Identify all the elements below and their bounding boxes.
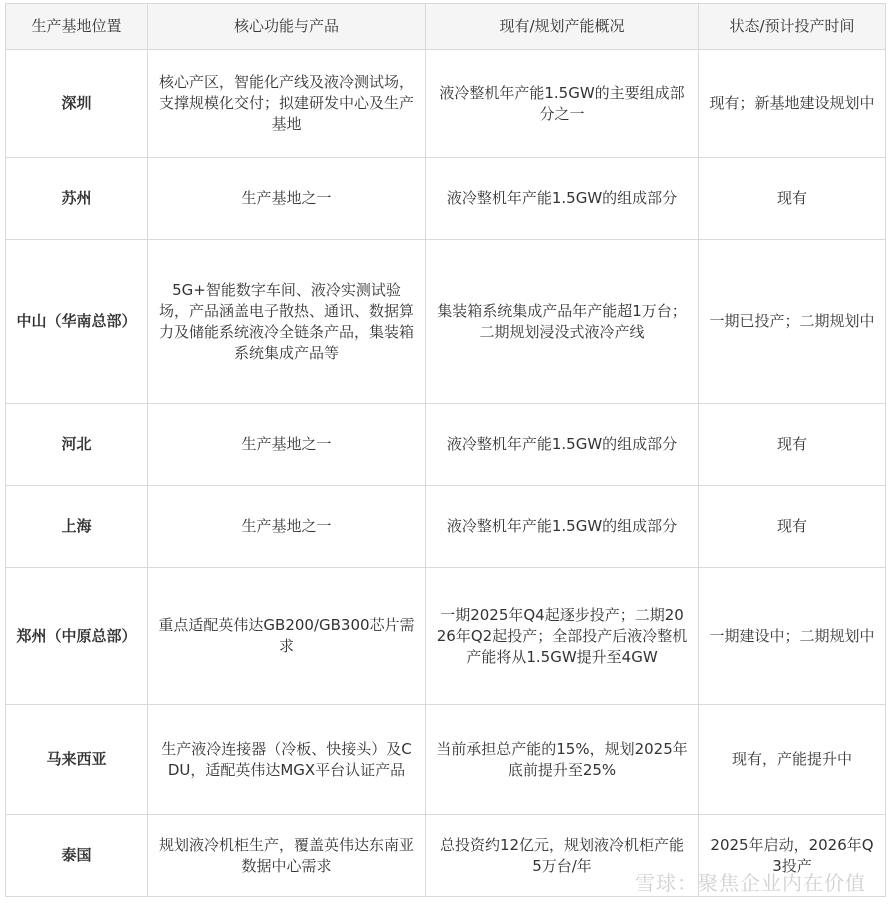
header-capacity: 现有/规划产能概况 <box>426 4 699 50</box>
cell-capacity: 总投资约12亿元，规划液冷机柜产能5万台/年 <box>426 815 699 897</box>
table-header-row <box>6 4 886 50</box>
cell-function: 核心产区，智能化产线及液冷测试场，支撑规模化交付；拟建研发中心及生产基地 <box>148 50 426 158</box>
cell-location: 马来西亚 <box>6 705 148 815</box>
table-row <box>6 486 886 568</box>
table-row <box>6 815 886 897</box>
cell-location: 泰国 <box>6 815 148 897</box>
cell-location: 中山（华南总部） <box>6 240 148 404</box>
capacity-table <box>5 3 886 897</box>
cell-location: 郑州（中原总部） <box>6 568 148 705</box>
cell-status: 一期已投产；二期规划中 <box>699 240 886 404</box>
cell-capacity: 液冷整机年产能1.5GW的组成部分 <box>426 158 699 240</box>
cell-location: 深圳 <box>6 50 148 158</box>
cell-status: 现有 <box>699 158 886 240</box>
cell-status: 一期建设中；二期规划中 <box>699 568 886 705</box>
cell-capacity: 集装箱系统集成产品年产能超1万台；二期规划浸没式液冷产线 <box>426 240 699 404</box>
cell-function: 重点适配英伟达GB200/GB300芯片需求 <box>148 568 426 705</box>
cell-status: 现有；新基地建设规划中 <box>699 50 886 158</box>
cell-function: 生产液冷连接器（冷板、快接头）及CDU，适配英伟达MGX平台认证产品 <box>148 705 426 815</box>
header-location: 生产基地位置 <box>6 4 148 50</box>
cell-function: 生产基地之一 <box>148 158 426 240</box>
table-row <box>6 705 886 815</box>
cell-capacity: 当前承担总产能的15%，规划2025年底前提升至25% <box>426 705 699 815</box>
table-row <box>6 158 886 240</box>
table-row <box>6 50 886 158</box>
cell-capacity: 一期2025年Q4起逐步投产；二期2026年Q2起投产；全部投产后液冷整机产能将从1.5GW提升至4GW <box>426 568 699 705</box>
table-row <box>6 240 886 404</box>
table-row <box>6 404 886 486</box>
header-function: 核心功能与产品 <box>148 4 426 50</box>
cell-status: 2025年启动，2026年Q3投产 <box>699 815 886 897</box>
cell-capacity: 液冷整机年产能1.5GW的主要组成部分之一 <box>426 50 699 158</box>
cell-capacity: 液冷整机年产能1.5GW的组成部分 <box>426 486 699 568</box>
cell-status: 现有 <box>699 404 886 486</box>
cell-function: 生产基地之一 <box>148 404 426 486</box>
cell-status: 现有，产能提升中 <box>699 705 886 815</box>
cell-status: 现有 <box>699 486 886 568</box>
cell-location: 苏州 <box>6 158 148 240</box>
header-status: 状态/预计投产时间 <box>699 4 886 50</box>
cell-location: 河北 <box>6 404 148 486</box>
table-row <box>6 568 886 705</box>
cell-location: 上海 <box>6 486 148 568</box>
cell-function: 生产基地之一 <box>148 486 426 568</box>
cell-function: 5G+智能数字车间、液冷实测试验场，产品涵盖电子散热、通讯、数据算力及储能系统液冷全链条产品，集装箱系统集成产品等 <box>148 240 426 404</box>
cell-capacity: 液冷整机年产能1.5GW的组成部分 <box>426 404 699 486</box>
watermark: 雪球：聚焦企业内在价值 <box>635 871 866 895</box>
cell-function: 规划液冷机柜生产，覆盖英伟达东南亚数据中心需求 <box>148 815 426 897</box>
